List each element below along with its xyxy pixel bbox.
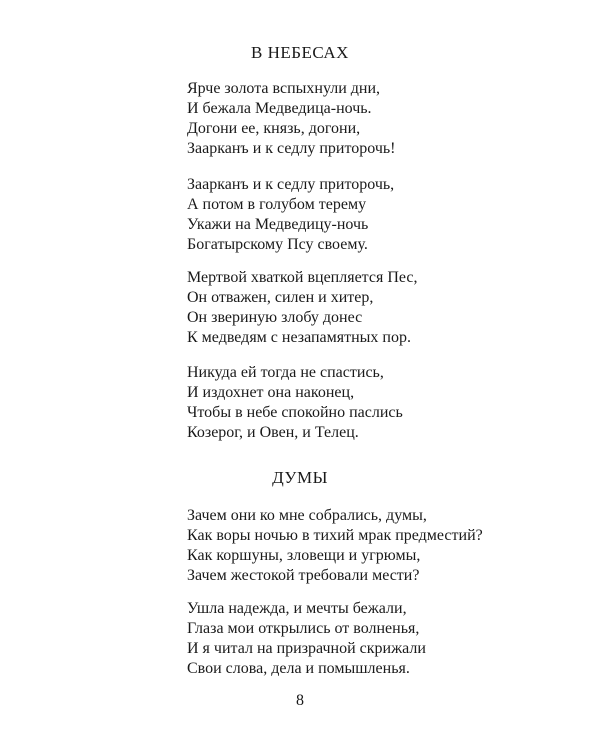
verse-line: Заарканъ и к седлу приторочь!: [187, 140, 396, 157]
poem-title: В НЕБЕСАХ: [251, 43, 349, 62]
verse-line: Никуда ей тогда не спастись,: [187, 364, 384, 381]
verse-line: Глаза мои открылись от волненья,: [187, 620, 420, 637]
verse-line: Чтобы в небе спокойно паслись: [187, 404, 403, 421]
verse-line: Он звериную злобу донес: [187, 309, 363, 326]
verse-line: Богатырскому Псу своему.: [187, 236, 368, 253]
verse-line: Как воры ночью в тихий мрак предместий?: [187, 527, 483, 544]
stanza: [187, 599, 426, 679]
stanza: [187, 79, 396, 159]
verse-line: Зачем они ко мне собрались, думы,: [187, 507, 427, 524]
verse-line: Он отважен, силен и хитер,: [187, 289, 374, 306]
stanza: [187, 363, 403, 443]
poem-title: ДУМЫ: [272, 468, 328, 487]
stanza: [187, 268, 417, 348]
verse-line: А потом в голубом терему: [187, 196, 367, 213]
verse-line: Укажи на Медведицу-ночь: [187, 216, 369, 233]
verse-line: Козерог, и Овен, и Телец.: [187, 424, 359, 441]
verse-line: К медведям с незапамятных пор.: [187, 329, 411, 346]
verse-line: Как коршуны, зловещи и угрюмы,: [187, 547, 421, 564]
page-number: 8: [296, 692, 304, 709]
verse-line: Заарканъ и к седлу приторочь,: [187, 176, 395, 193]
verse-line: Догони ее, князь, догони,: [187, 120, 361, 137]
stanza: [187, 175, 394, 255]
verse-line: И бежала Медведица-ночь.: [187, 100, 372, 117]
verse-line: Свои слова, дела и помышленья.: [187, 660, 410, 677]
verse-line: Зачем жестокой требовали мести?: [187, 567, 420, 584]
verse-line: Мертвой хваткой вцепляется Пес,: [187, 269, 418, 286]
verse-line: Ярче золота вспыхнули дни,: [187, 80, 381, 97]
stanza: [187, 506, 483, 586]
verse-line: И я читал на призрачной скрижали: [187, 640, 426, 657]
verse-line: Ушла надежда, и мечты бежали,: [187, 600, 407, 617]
verse-line: И издохнет она наконец,: [187, 384, 355, 401]
